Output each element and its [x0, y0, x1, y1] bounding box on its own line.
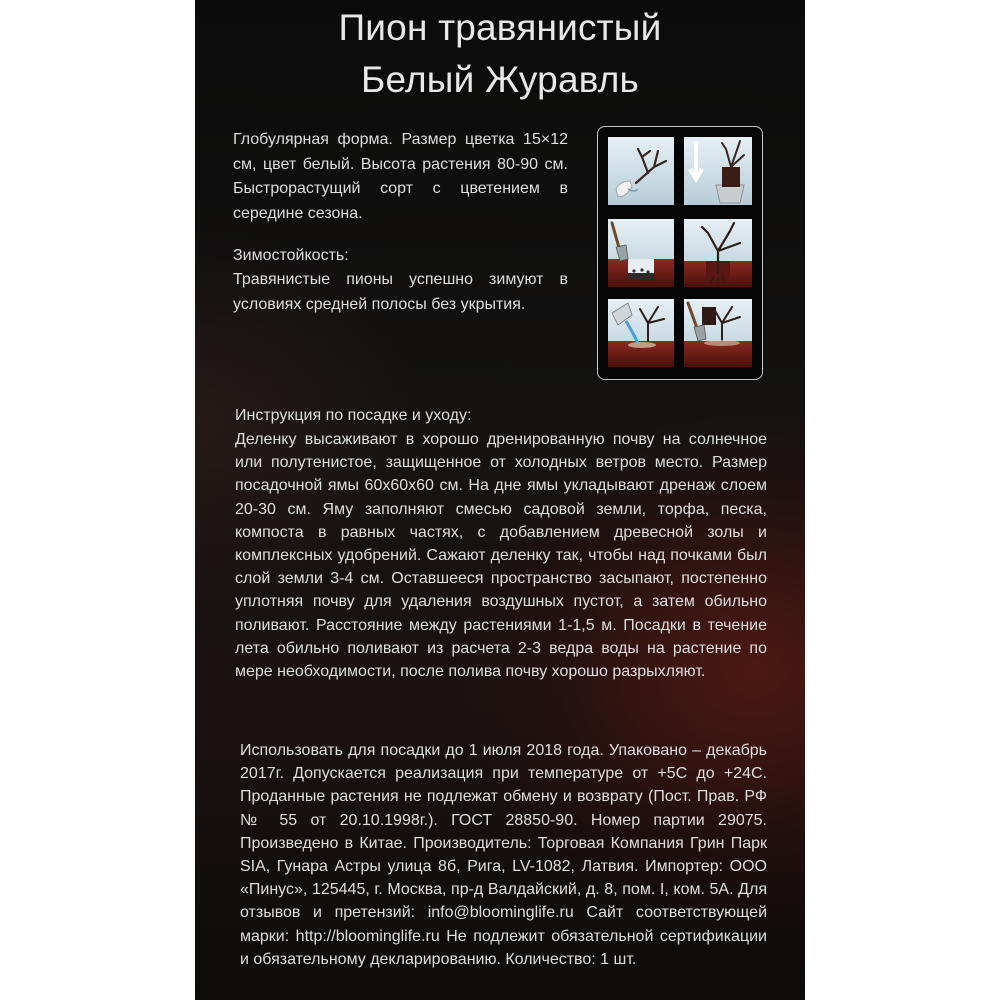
product-title-line1: Пион травянистый — [338, 7, 662, 48]
watering-icon — [608, 299, 674, 367]
digging-pit-icon — [608, 219, 674, 287]
package-back — [195, 0, 805, 1000]
planting-steps-illustration — [597, 126, 763, 380]
winter-hardiness-heading: Зимостойкость: — [233, 247, 349, 264]
legal-info: Использовать для посадки до 1 июля 2018 года. Упаковано – декабрь 2017г. Допускается реализация при температуре от +5С до +24С. Проданные растения не подлежат обмену и возврату (Пост. Прав. РФ № 55 от 20.10.1998г.). ГОСТ 28850-90. Номер партии 29075. Произведено в Китае. Производитель: Торговая Компания Грин Парк SIA, Гунара Астры улица 8б, Рига, LV-1082, Латвия. Импортер: ООО «Пинус», 125445, г. Москва, пр-д Валдайский, д. 8, пом. I, ком. 5А. Для отзывов и претензий: info@bloominglife.ru Сайт соответствующей марки: http://bloominglife.ru Не подлежит обязательной сертификации и обязательному декларированию. Количество: 1 шт. — [240, 742, 767, 968]
product-description: Глобулярная форма. Размер цветка 15×12 см, цвет белый. Высота растения 80-90 см. Быстрорастущий сорт с цветением в середине сезона. — [233, 131, 568, 222]
winter-hardiness-text: Травянистые пионы успешно зимуют в условиях средней полосы без укрытия. — [233, 271, 568, 313]
instructions-text: Деленку высаживают в хорошо дренированную почву на солнечное или полутенистое, защищенное от холодных ветров место. Размер посадочной ямы 60х60х60 см. На дне ямы укладывают дренаж слоем 20-30 см. Яму заполняют смесью садовой земли, торфа, песка, компоста в равных частях, с добавлением древесной золы и комплексных удобрений. Сажают деленку так, чтобы над почками был слой земли 3-4 см. Оставшееся пространство засыпают, постепенно уплотняя почву для удаления воздушных пустот, а затем обильно поливают. Расстояние между растениями 1-1,5 м. Посадки в течение лета обильно поливают из расчета 2-3 ведра воды на растение по мере необходимости, после полива почву хорошо разрыхляют. — [235, 431, 767, 681]
planting-steps-svg — [598, 127, 762, 379]
pot-planting-icon — [684, 137, 752, 205]
instructions-heading: Инструкция по посадке и уходу: — [235, 407, 472, 424]
mulching-icon — [684, 299, 752, 367]
product-title-line2: Белый Журавль — [360, 59, 640, 100]
root-soaking-icon — [608, 137, 674, 205]
placing-root-icon — [684, 219, 752, 287]
